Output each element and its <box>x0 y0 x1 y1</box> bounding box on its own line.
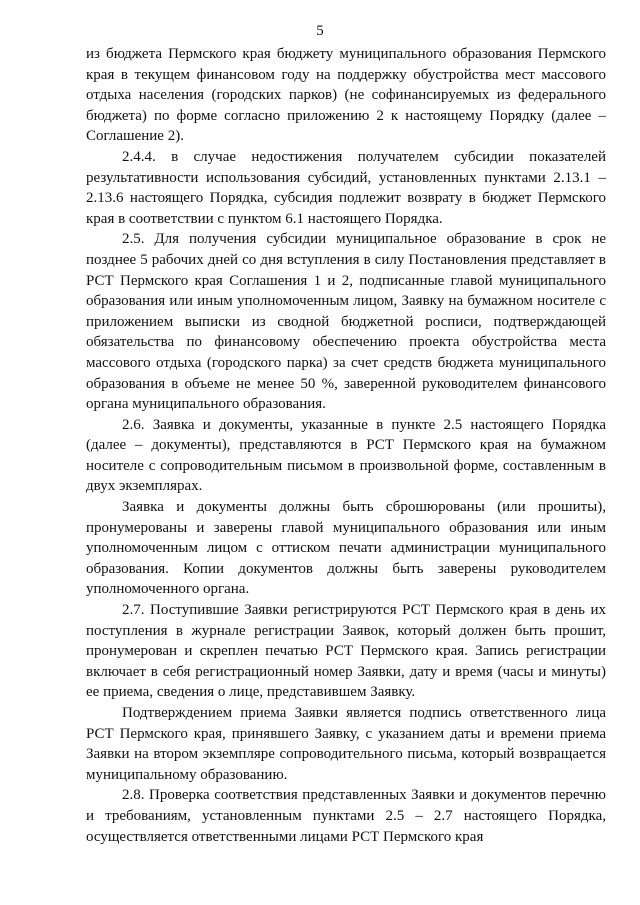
paragraph-2-6-binding: Заявка и документы должны быть сброшюрованы (или прошиты), пронумерованы и заверены главой муниципального образования или иным уполномоченным лицом с оттиском печати администрации муниципального образования. Копии документов должны быть заверены руководителем уполномоченного органа. <box>86 499 606 598</box>
paragraph-2-7-confirmation: Подтверждением приема Заявки является подпись ответственного лица РСТ Пермского края, принявшего Заявку, с указанием даты и времени приема Заявки на втором экземпляре сопроводительного письма, который возвращается муниципальному образованию. <box>86 705 606 783</box>
document-body <box>86 44 606 847</box>
paragraph-2-4-4: 2.4.4. в случае недостижения получателем субсидии показателей результативности использования субсидий, установленных пунктами 2.13.1 – 2.13.6 настоящего Порядка, субсидия подлежит возврату в бюджет Пермского края в соответствии с пунктом 6.1 настоящего Порядка. <box>86 148 606 227</box>
paragraph-2-7: 2.7. Поступившие Заявки регистрируются РСТ Пермского края в день их поступления в журнале регистрации Заявок, который должен быть прошит, пронумерован и скреплен печатью РСТ Пермского края. Запись регистрации включает в себя регистрационный номер Заявки, дату и время (часы и минуты) ее приема, сведения о лице, представившем Заявку. <box>86 602 606 701</box>
paragraph-2-8: 2.8. Проверка соответствия представленных Заявки и документов перечню и требованиям, установленным пунктами 2.5 – 2.7 настоящего Порядка, осуществляется ответственными лицами РСТ Пермского края <box>86 787 606 845</box>
paragraph-continuation: из бюджета Пермского края бюджету муниципального образования Пермского края в текущем финансовом году на поддержку обустройства мест массового отдыха населения (городских парков) (не софинансируемых из федерального бюджета) по форме согласно приложению 2 к настоящему Порядку (далее – Соглашение 2). <box>86 46 606 145</box>
page-number: 5 <box>316 23 324 39</box>
paragraph-2-6: 2.6. Заявка и документы, указанные в пункте 2.5 настоящего Порядка (далее – документы), представляются в РСТ Пермского края на бумажном носителе с сопроводительным письмом в произвольной форме, составленным в двух экземплярах. <box>86 416 606 495</box>
paragraph-2-5: 2.5. Для получения субсидии муниципальное образование в срок не позднее 5 рабочих дней со дня вступления в силу Постановления представляет в РСТ Пермского края Соглашения 1 и 2, подписанные главой муниципального образования или иным уполномоченным лицом, Заявку на бумажном носителе с приложением выписки из сводной бюджетной росписи, подтверждающей обязательства по финансовому обеспечению проекта обустройства места массового отдыха (городского парка) за счет средств бюджета муниципального образования в объеме не менее 50 %, заверенной руководителем финансового органа муниципального образования. <box>86 231 606 413</box>
